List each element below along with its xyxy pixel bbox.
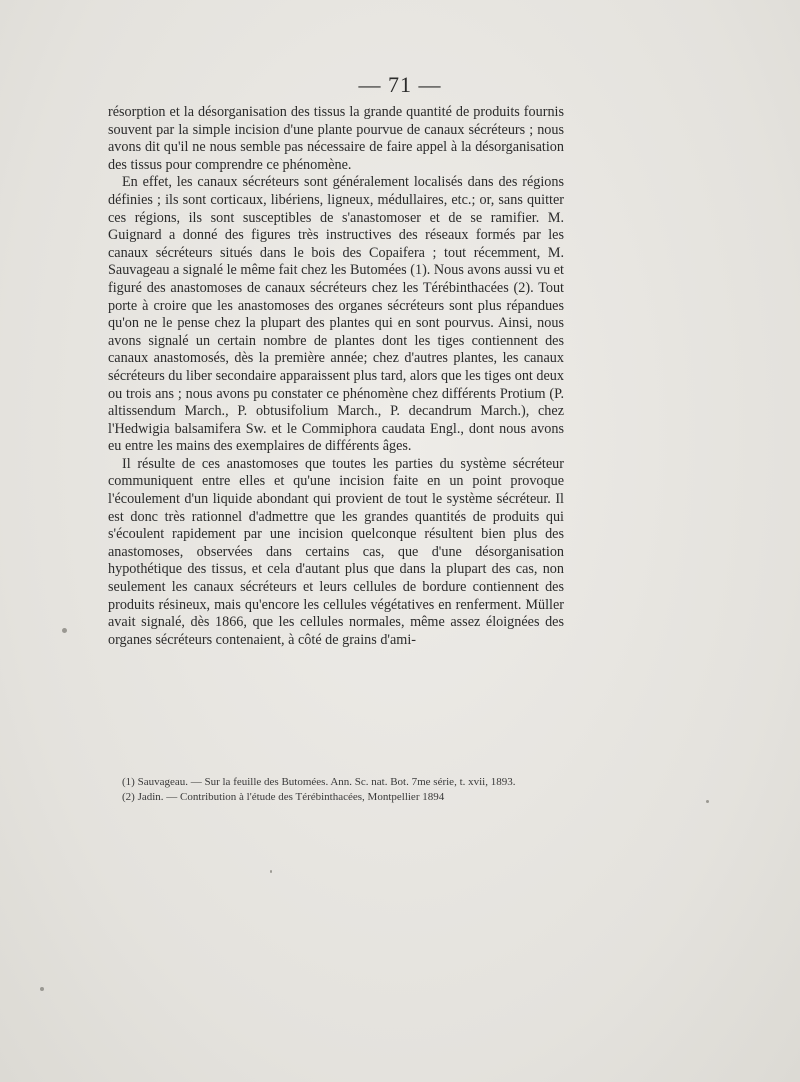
paper-speck: [40, 987, 44, 991]
body-text: [108, 104, 564, 649]
paper-speck: [706, 800, 709, 803]
footnote-2: (2) Jadin. — Contribution à l'étude des Térébinthacées, Montpellier 1894: [122, 791, 445, 803]
paper-speck: [62, 628, 67, 633]
page-number: — 71 —: [358, 72, 442, 97]
paragraph-1: résorption et la désorganisation des tissus la grande quantité de produits fournis souvent par la simple incision d'une plante pourvue de canaux sécréteurs ; nous avons dit qu'il ne nous semble pas nécessaire de faire appel à la désorganisation des tissus pour comprendre ce phénomène.: [108, 104, 564, 173]
paragraph-2: En effet, les canaux sécréteurs sont généralement localisés dans des régions définies ; ils sont corticaux, libériens, ligneux, médullaires, etc.; or, sans quitter ces régions, ils sont susceptibles de s'anastomoser et de se ramifier. M. Guignard a donné des figures très instructives des réseaux formés par les canaux sécréteurs situés dans le bois des Copaifera ; tout récemment, M. Sauvageau a signalé le même fait chez les Butomées (1). Nous avons aussi vu et figuré des anastomoses de canaux sécréteurs chez les Térébinthacées (2). Tout porte à croire que les anastomoses des organes sécréteurs sont plus répandues qu'on ne le pense chez la plupart des plantes qui en sont pourvus. Ainsi, nous avons signalé un certain nombre de plantes dont les tiges contiennent des canaux anastomosés, dès la première année; chez d'autres plantes, les canaux sécréteurs du liber secondaire apparaissent plus tard, alors que les tiges ont deux ou trois ans ; nous avons pu constater ce phénomène chez différents Protium (P. altissendum March., P. obtusifolium March., P. decandrum March.), chez l'Hedwigia balsamifera Sw. et le Commiphora caudata Engl., dont nous avons eu entre les mains des exemplaires de différents âges.: [108, 174, 564, 455]
footnote-1: (1) Sauvageau. — Sur la feuille des Butomées. Ann. Sc. nat. Bot. 7me série, t. xvii, 1893.: [122, 776, 516, 788]
paragraph-3: Il résulte de ces anastomoses que toutes les parties du système sécréteur communiquent entre elles et qu'une incision faite en un point provoque l'écoulement d'un liquide abondant qui provient de tout le système sécréteur. Il est donc très rationnel d'admettre que les grandes quantités de produits qui s'écoulent rapidement par une incision quelconque résultent bien plus des anastomoses, observées dans certains cas, que d'une désorganisation hypothétique des tissus, et cela d'autant plus que dans la plupart des cas, non seulement les canaux sécréteurs et leurs cellules de bordure contiennent des produits résineux, mais qu'encore les cellules végétatives en renferment. Müller avait signalé, dès 1866, que les cellules normales, même assez éloignées des organes sécréteurs contenaient, à côté de grains d'ami-: [108, 455, 564, 648]
paper-speck: [270, 870, 272, 873]
footnotes: [108, 775, 564, 805]
